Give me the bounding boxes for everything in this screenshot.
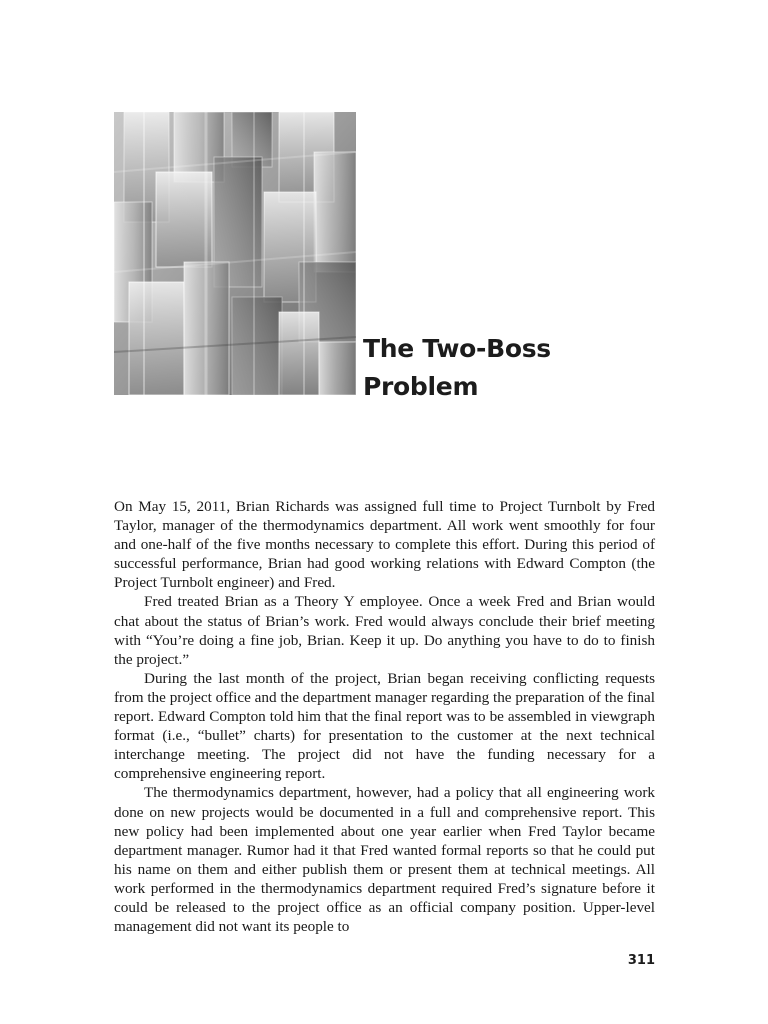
glass-blocks-illustration (114, 112, 356, 395)
body-text (114, 497, 655, 936)
paragraph: During the last month of the project, Brian began receiving conflicting requests from the project office and the department manager regarding the preparation of the final report. Edward Compton told him that the final report was to be assembled in viewgraph format (i.e., “bullet” charts) for presentation to the customer at the next technical interchange meeting. The project did not have the funding necessary for a comprehensive engineering report. (114, 669, 655, 783)
paragraph: The thermodynamics department, however, had a policy that all engineering work done on new projects would be documented in a full and comprehensive report. This new policy had been implemented about one year earlier when Fred Taylor became department manager. Rumor had it that Fred wanted formal reports so that he could put his name on them and either publish them or present them at technical meetings. All work performed in the thermodynamics department required Fred’s signature before it could be released to the project office as an official company position. Upper-level management did not want its people to (114, 784, 655, 936)
paragraph: On May 15, 2011, Brian Richards was assigned full time to Project Turnbolt by Fred Taylor, manager of the thermodynamics department. All work went smoothly for four and one-half of the five months necessary to complete this effort. During this period of successful performance, Brian had good working relations with Edward Compton (the Project Turnbolt engineer) and Fred. (114, 498, 655, 592)
glass-blocks-image (114, 112, 356, 395)
paragraph: Fred treated Brian as a Theory Y employee. Once a week Fred and Brian would chat about the status of Brian’s work. Fred would always conclude their brief meeting with “You’re doing a fine job, Brian. Keep it up. Do anything you have to do to finish the project.” (114, 593, 655, 668)
chapter-title-line-2: Problem (363, 372, 479, 401)
chapter-title-line-1: The Two-Boss (363, 334, 551, 363)
chapter-title (363, 330, 663, 406)
page-number: 311 (627, 953, 655, 968)
